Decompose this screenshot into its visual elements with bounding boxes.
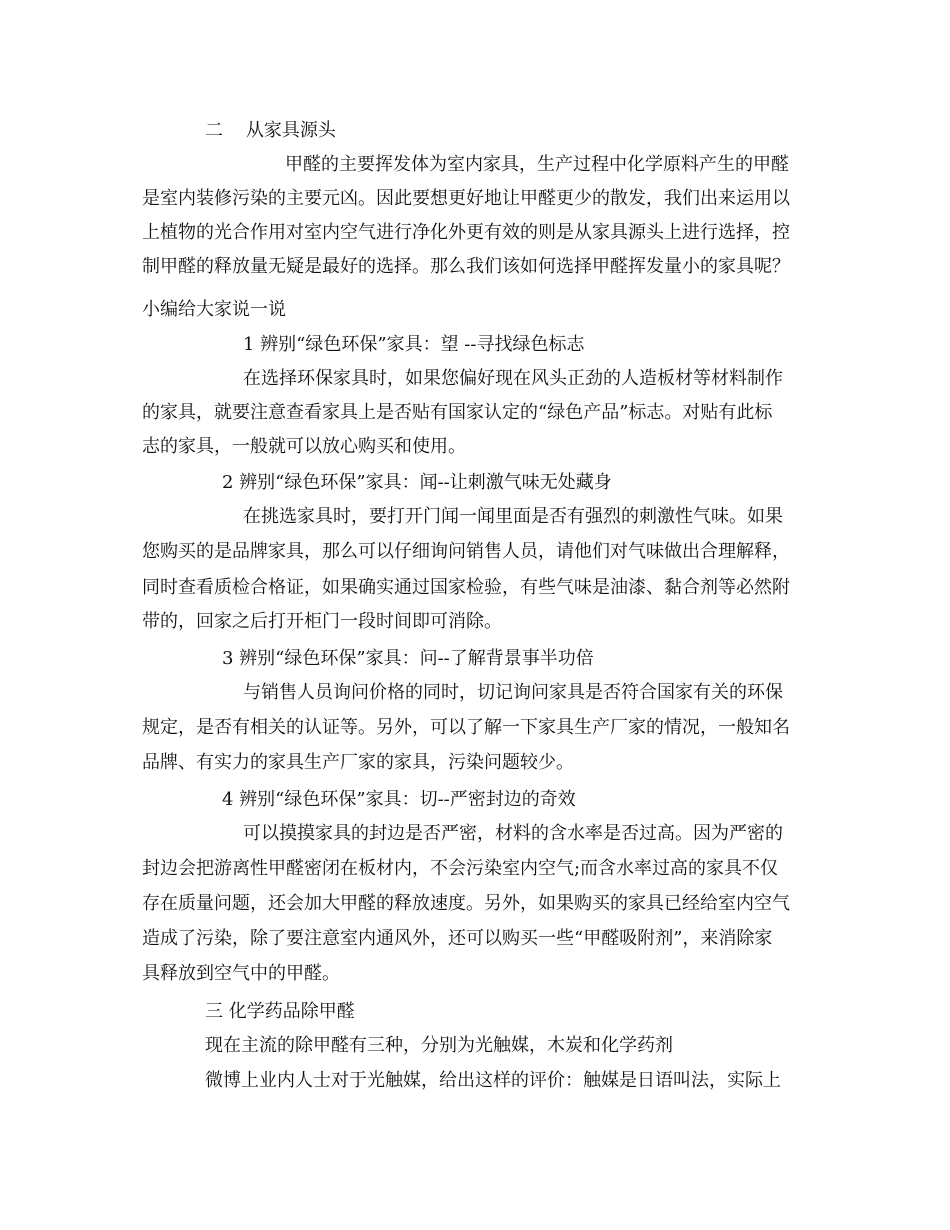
item-heading: 4 辨别“绿色环保”家具：切--严密封边的奇效 bbox=[222, 789, 576, 810]
paragraph-line: 封边会把游离性甲醛密闭在板材内，不会污染室内空气;而含水率过高的家具不仅 bbox=[142, 858, 779, 879]
paragraph-line: 的家具，就要注意查看家具上是否贴有国家认定的“绿色产品”标志。对贴有此标 bbox=[142, 402, 773, 423]
paragraph-line: 造成了污染，除了要注意室内通风外，还可以购买一些“甲醛吸附剂”，来消除家 bbox=[142, 928, 773, 949]
paragraph-line: 在选择环保家具时，如果您偏好现在风头正劲的人造板材等材料制作 bbox=[243, 368, 783, 389]
paragraph-line: 在挑选家具时，要打开门闻一闻里面是否有强烈的刺激性气味。如果 bbox=[243, 506, 783, 527]
paragraph-line: 同时查看质检合格证，如果确实通过国家检验，有些气味是油漆、黏合剂等必然附 bbox=[142, 577, 790, 598]
paragraph-line: 带的，回家之后打开柜门一段时间即可消除。 bbox=[142, 611, 502, 632]
item-heading: 3 辨别“绿色环保”家具：问--了解背景事半功倍 bbox=[222, 648, 594, 669]
paragraph-line: 可以摸摸家具的封边是否严密，材料的含水率是否过高。因为严密的 bbox=[243, 823, 783, 844]
paragraph-line: 规定，是否有相关的认证等。另外，可以了解一下家具生产厂家的情况，一般知名 bbox=[142, 717, 790, 738]
paragraph-line: 小编给大家说一说 bbox=[142, 299, 286, 320]
paragraph-line: 志的家具，一般就可以放心购买和使用。 bbox=[142, 436, 466, 457]
paragraph-line: 上植物的光合作用对室内空气进行净化外更有效的则是从家具源头上进行选择，控 bbox=[142, 222, 790, 243]
paragraph-line: 甲醛的主要挥发体为室内家具，生产过程中化学原料产生的甲醛 bbox=[285, 154, 789, 175]
paragraph-line: 现在主流的除甲醛有三种，分别为光触媒，木炭和化学药剂 bbox=[205, 1035, 673, 1056]
item-heading: 1 辨别“绿色环保”家具：望 --寻找绿色标志 bbox=[243, 334, 585, 355]
item-heading: 2 辨别“绿色环保”家具：闻--让刺激气味无处藏身 bbox=[222, 472, 612, 493]
section-heading: 三 化学药品除甲醛 bbox=[205, 1001, 355, 1022]
paragraph-line: 是室内装修污染的主要元凶。因此要想更好地让甲醛更少的散发，我们出来运用以 bbox=[142, 188, 790, 209]
paragraph-line: 与销售人员询问价格的同时，切记询问家具是否符合国家有关的环保 bbox=[243, 682, 783, 703]
paragraph-line: 具释放到空气中的甲醛。 bbox=[142, 963, 340, 984]
paragraph-line: 您购买的是品牌家具，那么可以仔细询问销售人员，请他们对气味做出合理解释， bbox=[142, 541, 790, 562]
paragraph-line: 制甲醛的释放量无疑是最好的选择。那么我们该如何选择甲醛挥发量小的家具呢？ bbox=[142, 256, 790, 277]
section-heading: 二 从家具源头 bbox=[205, 120, 336, 141]
paragraph-line: 品牌、有实力的家具生产厂家的家具，污染问题较少。 bbox=[142, 752, 574, 773]
paragraph-line: 存在质量问题，还会加大甲醛的释放速度。另外，如果购买的家具已经给室内空气 bbox=[142, 893, 790, 914]
paragraph-line: 微博上业内人士对于光触媒，给出这样的评价：触媒是日语叫法，实际上 bbox=[205, 1070, 781, 1091]
